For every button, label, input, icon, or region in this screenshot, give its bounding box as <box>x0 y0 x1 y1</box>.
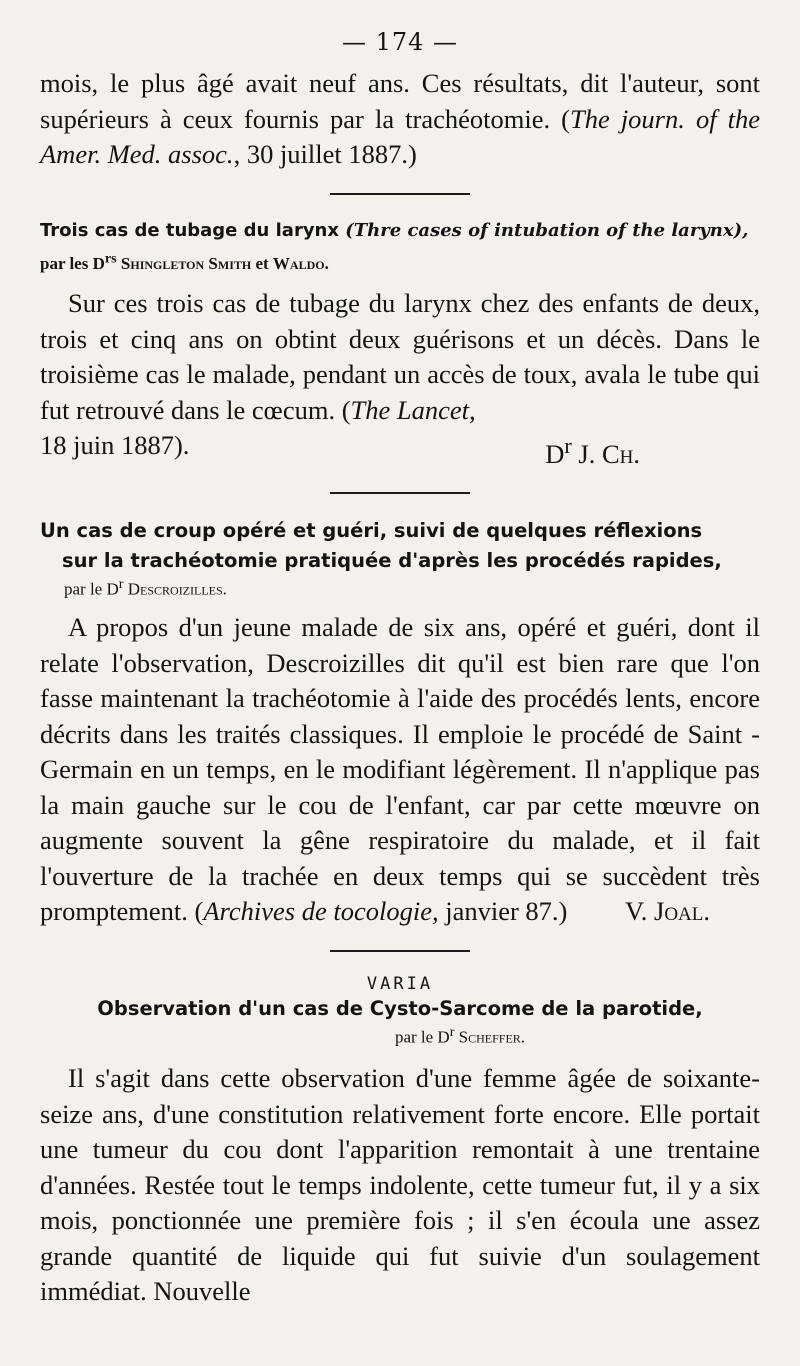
author-name: Shingleton Smith <box>120 254 252 274</box>
article-2-text: A propos d'un jeune malade de six ans, opéré et guéri, dont il relate l'observation, Descroizilles dit qu'il est bien rare que l'on fasse maintenant la trachéotomie à l'aide des procédés lents, encore décrits dans les traités classiques. Il emploie le procédé de Saint - Germain en un temps, en le modifiant légèrement. Il n'applique pas la main gauche sur le cou de l'enfant, car par cette mœuvre on augmente souvent la gêne respiratoire du malade, et il fait l'ouverture de la trachée en deux temps qui se succèdent très promptement. ( <box>40 612 760 927</box>
article-2-date: janvier 87.) <box>438 896 568 927</box>
section-divider <box>330 950 470 952</box>
author-name: Scheffer. <box>454 1027 526 1047</box>
signature-name: V. Joal. <box>625 896 710 927</box>
byline-sup: r <box>449 1023 455 1040</box>
intro-paragraph <box>40 66 760 173</box>
section-divider <box>330 193 470 195</box>
article-2-body <box>40 610 760 930</box>
signature-name: J. Ch. <box>571 438 640 469</box>
article-2-heading <box>40 516 760 576</box>
article-1-text: Sur ces trois cas de tubage du larynx chez des enfants de deux, trois et cinq ans on obtint deux guérisons et un décès. Dans le troisième cas le malade, pendant un accès de toux, avala le tube qui fut retrouvé dans le cœcum. ( <box>40 288 760 425</box>
article-1-byline <box>40 250 329 274</box>
intro-date: , 30 juillet 1887.) <box>233 139 417 169</box>
article-2-title-line-1: Un cas de croup opéré et guéri, suivi de quelques réflexions <box>40 519 703 543</box>
page-number: — 174 — <box>341 28 459 56</box>
section-title-varia: VARIA <box>366 973 434 994</box>
varia-body: Il s'agit dans cette observation d'une femme âgée de soixante-seize ans, d'une constitution relativement forte encore. Elle portait une tumeur du cou dont l'apparition remontait à une trentaine d'années. Restée tout le temps indolente, cette tumeur fut, il y a six mois, ponctionnée une première fois ; il s'en écoula une assez grande quantité de liquide qui fut suivie d'un soulagement immédiat. Nouvelle <box>40 1063 760 1307</box>
byline-sup: rs <box>104 250 117 267</box>
byline-prefix: par le D <box>64 580 119 600</box>
signature-sup: r <box>564 433 572 459</box>
article-1-footer <box>40 428 760 472</box>
article-1-date: 18 juin 1887). <box>40 430 190 461</box>
article-2-title-line-2: sur la trachéotomie pratiquée d'après les procédés rapides, <box>62 549 722 573</box>
intro-citation: The journ. of the Amer. Med. assoc. <box>40 103 760 169</box>
article-2-citation: Archives de tocologie, <box>203 896 439 927</box>
section-divider <box>330 492 470 494</box>
byline-and: et <box>251 254 273 274</box>
author-name: Descroizilles. <box>123 580 227 600</box>
varia-heading: Observation d'un cas de Cysto-Sarcome de la parotide, <box>97 996 703 1020</box>
article-1-citation: The Lancet, <box>350 394 476 425</box>
article-1-title: Trois cas de tubage du larynx <box>40 219 339 241</box>
article-1-translation: (Thre cases of intubation of the larynx), <box>345 219 749 241</box>
byline-prefix: par le D <box>394 1027 450 1047</box>
author-name-2: Waldo. <box>272 254 329 274</box>
byline-sup: r <box>118 576 124 593</box>
varia-byline <box>40 1024 760 1048</box>
article-1-signature <box>545 428 640 472</box>
signature-prefix: D <box>545 438 565 469</box>
intro-text: mois, le plus âgé avait neuf ans. Ces résultats, dit l'auteur, sont supérieurs à ceux fournis par la trachéotomie. ( <box>40 68 760 134</box>
article-2-byline <box>40 576 760 600</box>
article-1-heading <box>40 217 760 279</box>
byline-prefix: par les D <box>40 254 105 274</box>
article-1-body <box>40 286 760 428</box>
